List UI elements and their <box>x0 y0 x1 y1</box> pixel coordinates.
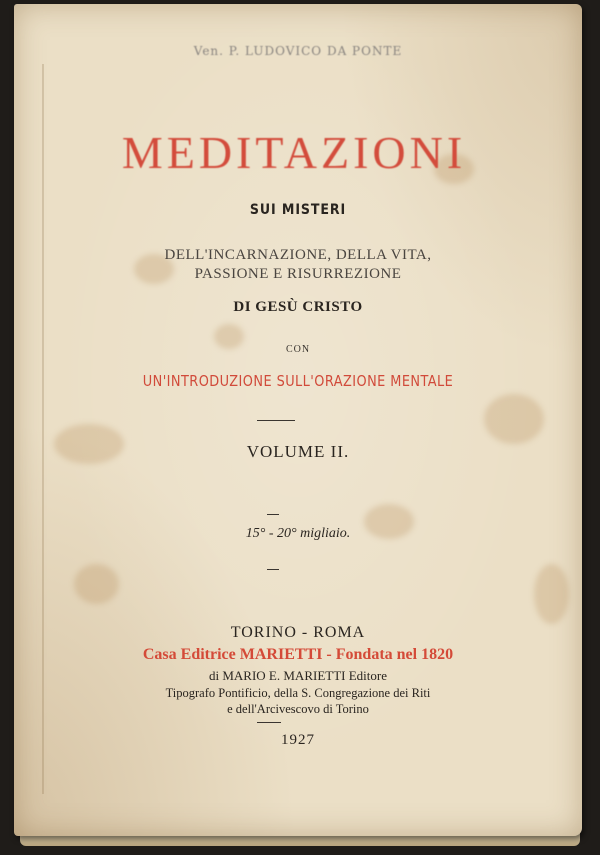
book-page <box>14 4 582 836</box>
con-line: CON <box>285 344 311 355</box>
foxing-stain <box>74 564 119 604</box>
city-line: TORINO - ROMA <box>230 624 366 641</box>
publication-year: 1927 <box>281 732 315 748</box>
author-line: Ven. P. LUDOVICO DA PONTE <box>193 44 403 58</box>
publisher-line-2: di MARIO E. MARIETTI Editore <box>208 668 387 683</box>
subtitle-line-2: DELL'INCARNAZIONE, DELLA VITA, <box>164 247 432 263</box>
introduction-line: UN'INTRODUZIONE SULL'ORAZIONE MENTALE <box>142 372 454 390</box>
divider-rule <box>267 514 279 515</box>
divider-rule <box>267 569 279 570</box>
foxing-stain <box>484 394 544 444</box>
publisher-line-3: Tipografo Pontificio, della S. Congregazione dei Riti <box>165 686 431 700</box>
publisher-line-4: e dell'Arcivescovo di Torino <box>227 702 369 716</box>
volume-label: VOLUME II. <box>246 442 350 461</box>
subtitle-line-3: PASSIONE E RISURREZIONE <box>194 266 402 282</box>
book-title: MEDITAZIONI <box>121 127 467 178</box>
subtitle-line-1: SUI MISTERI <box>249 202 347 218</box>
divider-rule <box>257 722 281 723</box>
subtitle-line-4: DI GESÙ CRISTO <box>233 299 363 315</box>
publisher-line: Casa Editrice MARIETTI - Fondata nel 1820 <box>142 646 454 663</box>
divider-rule <box>257 420 295 421</box>
edition-line: 15° - 20° migliaio. <box>245 526 351 541</box>
foxing-stain <box>534 564 569 624</box>
